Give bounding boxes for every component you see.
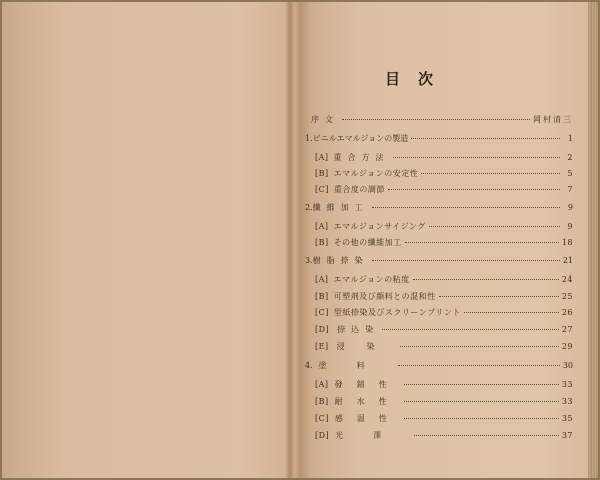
section-tag: [A] xyxy=(315,380,329,389)
right-page-toc xyxy=(295,2,598,478)
section-tag: [E] xyxy=(315,342,329,351)
toc-section-row xyxy=(315,274,573,286)
page-number: 29 xyxy=(561,342,573,351)
page-number: 30 xyxy=(562,361,573,370)
chapter-title: ビニルエマルジョンの製造 xyxy=(312,134,409,143)
page-number: 9 xyxy=(567,203,573,212)
leader-dots xyxy=(400,346,559,347)
section-title: 型紙捺染及びスクリーンプリント xyxy=(333,308,461,317)
toc-chapter-row xyxy=(305,202,573,214)
page-number: 37 xyxy=(561,431,573,440)
page-number: 2 xyxy=(567,153,573,162)
section-title: エマルジョンサイジング xyxy=(333,222,426,231)
page-number: 5 xyxy=(567,169,573,178)
leader-dots xyxy=(393,157,560,158)
leader-dots xyxy=(464,312,559,313)
toc-section-row xyxy=(315,341,573,353)
chapter-number: 3. xyxy=(305,256,313,265)
toc-section-row xyxy=(315,237,573,249)
section-title: 浸染 xyxy=(336,342,397,351)
section-title: エマルジョンの粘度 xyxy=(333,275,410,284)
page-number: 25 xyxy=(561,292,573,301)
preface-author: 岡村清三 xyxy=(533,115,573,124)
preface-label: 序文 xyxy=(311,115,339,124)
page-number: 18 xyxy=(561,238,573,247)
chapter-number: 2. xyxy=(305,203,313,212)
page-number: 24 xyxy=(561,275,573,284)
page-number: 27 xyxy=(561,325,573,334)
leader-dots xyxy=(372,260,560,261)
section-tag: [C] xyxy=(315,185,329,194)
toc-section-row xyxy=(315,430,573,442)
toc-chapter-row xyxy=(305,360,573,372)
section-title: その他の纖維加工 xyxy=(333,238,402,247)
toc-section-row xyxy=(315,324,573,336)
section-tag: [A] xyxy=(315,222,329,231)
section-title: 發錆性 xyxy=(334,380,401,389)
toc-section-row xyxy=(315,184,573,196)
leader-dots xyxy=(398,365,560,366)
section-tag: [D] xyxy=(315,325,330,334)
book-spread xyxy=(2,2,598,478)
leader-dots xyxy=(414,435,559,436)
section-tag: [B] xyxy=(315,238,329,247)
leader-dots xyxy=(405,242,559,243)
section-tag: [C] xyxy=(315,308,329,317)
section-tag: [A] xyxy=(315,153,329,162)
leader-dots xyxy=(421,173,560,174)
toc-chapter-row xyxy=(305,255,573,267)
chapter-title: 塗料 xyxy=(318,361,395,370)
section-tag: [D] xyxy=(315,431,330,440)
section-title: 可塑剤及び顔料との混和性 xyxy=(333,292,436,301)
section-tag: [B] xyxy=(315,292,329,301)
page-number: 21 xyxy=(562,256,573,265)
toc-section-row xyxy=(315,152,573,164)
page-number: 9 xyxy=(567,222,573,231)
leader-dots xyxy=(372,207,560,208)
toc-preface-row xyxy=(311,114,573,126)
toc-section-row xyxy=(315,413,573,425)
toc-section-row xyxy=(315,168,573,180)
chapter-title: 纖維加工 xyxy=(312,203,369,212)
section-tag: [B] xyxy=(315,169,329,178)
leader-dots xyxy=(413,279,559,280)
leader-dots xyxy=(411,138,560,139)
section-title: 重合度の調節 xyxy=(333,185,385,194)
left-page-blank xyxy=(2,2,289,478)
chapter-title: 樹脂捺染 xyxy=(312,256,369,265)
section-title: 感温性 xyxy=(334,414,401,423)
toc-section-row xyxy=(315,307,573,319)
toc-title: 目次 xyxy=(385,70,452,88)
section-title: 耐水性 xyxy=(334,397,401,406)
page-number: 33 xyxy=(561,397,573,406)
page-number: 26 xyxy=(561,308,573,317)
leader-dots xyxy=(342,119,530,120)
chapter-number: 1. xyxy=(305,134,313,143)
page-number: 33 xyxy=(561,380,573,389)
section-tag: [C] xyxy=(315,414,329,423)
leader-dots xyxy=(404,401,559,402)
toc-section-row xyxy=(315,379,573,391)
page-number: 35 xyxy=(561,414,573,423)
page-number: 1 xyxy=(567,134,573,143)
page-number: 7 xyxy=(567,185,573,194)
toc-section-row xyxy=(315,291,573,303)
leader-dots xyxy=(429,226,560,227)
toc-section-row xyxy=(315,221,573,233)
leader-dots xyxy=(404,418,559,419)
section-title: エマルジョンの安定性 xyxy=(333,169,419,178)
section-title: 光澤 xyxy=(335,431,412,440)
toc-chapter-row xyxy=(305,133,573,145)
toc-section-row xyxy=(315,396,573,408)
leader-dots xyxy=(404,384,559,385)
section-tag: [B] xyxy=(315,397,329,406)
section-title: 重合方法 xyxy=(333,153,390,162)
chapter-number: 4. xyxy=(305,361,313,370)
leader-dots xyxy=(388,189,560,190)
page-edge xyxy=(588,2,598,478)
leader-dots xyxy=(439,296,559,297)
section-title: 捺込染 xyxy=(337,325,380,334)
book-gutter xyxy=(285,2,295,478)
leader-dots xyxy=(382,329,559,330)
section-tag: [A] xyxy=(315,275,329,284)
